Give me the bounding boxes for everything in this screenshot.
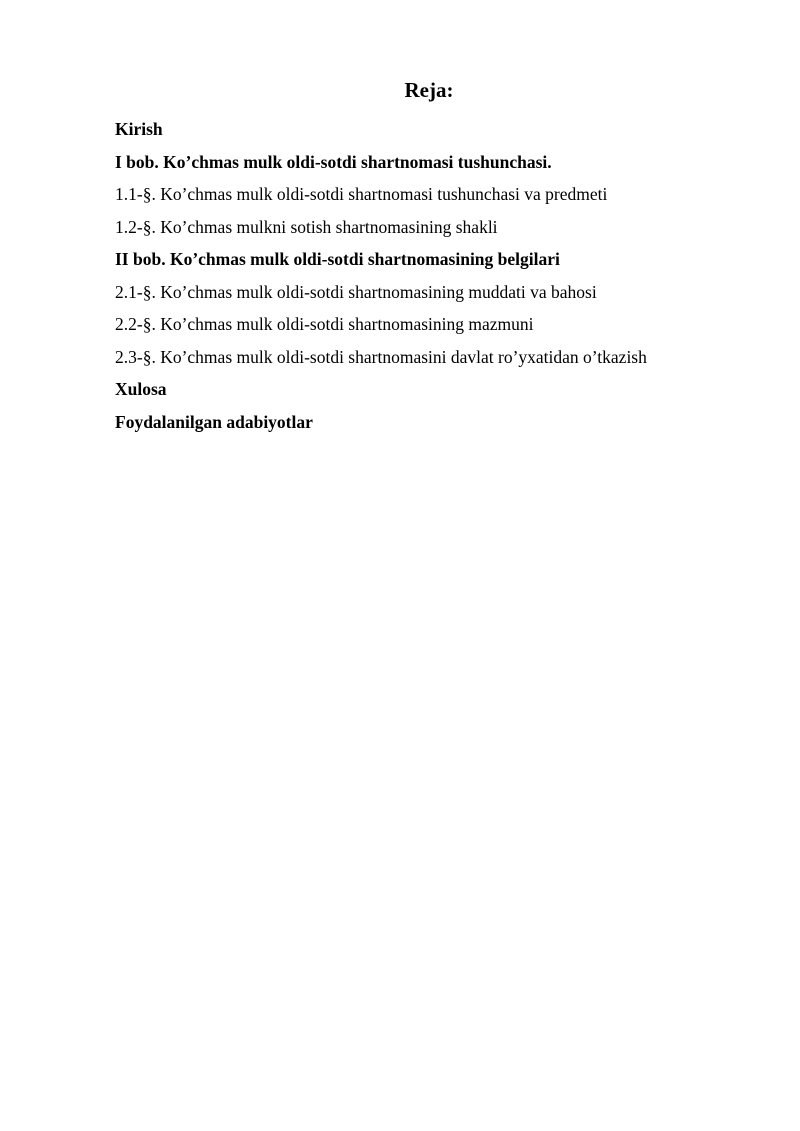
toc-item-section-1-2: 1.2-§. Ko’chmas mulkni sotish shartnomasining shakli xyxy=(115,216,498,237)
toc-item-section-1-1: 1.1-§. Ko’chmas mulk oldi-sotdi shartnomasi tushunchasi va predmeti xyxy=(115,184,608,204)
toc-item-section-2-1: 2.1-§. Ko’chmas mulk oldi-sotdi shartnomasining muddati va bahosi xyxy=(115,281,597,302)
page-title: Reja: xyxy=(404,78,454,102)
toc-item-chapter-2: II bob. Ko’chmas mulk oldi-sotdi shartnomasining belgilari xyxy=(115,249,560,269)
toc-item-conclusion: Xulosa xyxy=(115,379,167,399)
table-of-contents xyxy=(115,113,647,438)
toc-item-section-2-3: 2.3-§. Ko’chmas mulk oldi-sotdi shartnomasini davlat ro’yxatidan o’tkazish xyxy=(115,346,647,367)
toc-item-section-2-2: 2.2-§. Ko’chmas mulk oldi-sotdi shartnomasining mazmuni xyxy=(115,314,534,334)
toc-item-references: Foydalanilgan adabiyotlar xyxy=(115,411,313,432)
toc-item-chapter-1: I bob. Ko’chmas mulk oldi-sotdi shartnomasi tushunchasi. xyxy=(115,151,552,172)
toc-item-introduction: Kirish xyxy=(115,119,163,139)
